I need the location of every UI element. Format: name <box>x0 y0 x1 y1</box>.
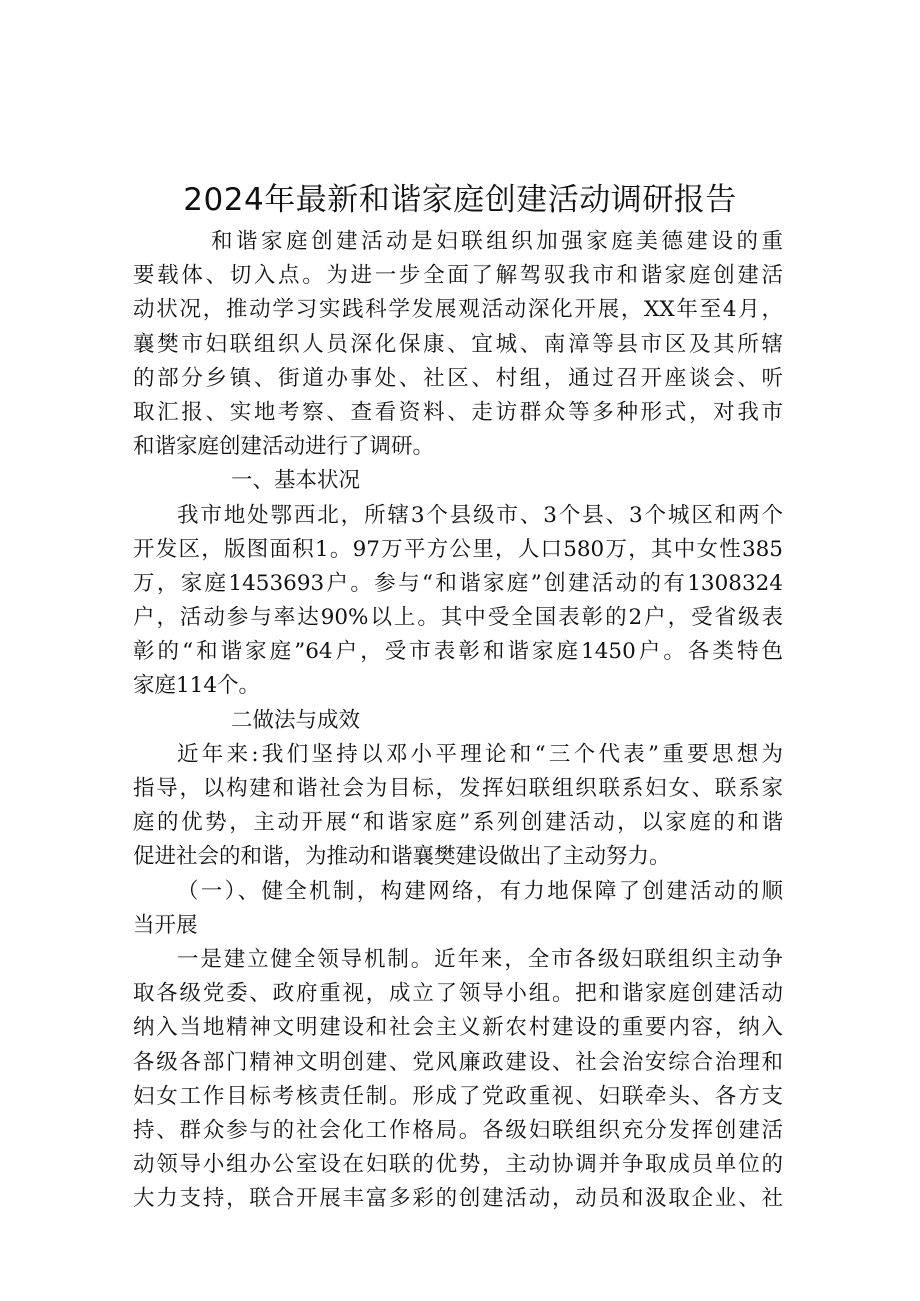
text-line: 开发区，版图面积1。97万平方公里，人口580万，其中女性385 <box>133 536 783 562</box>
text-line: 取各级党委、政府重视，成立了领导小组。把和谐家庭创建活动 <box>133 981 783 1007</box>
document-body <box>133 225 783 1216</box>
paragraph-intro <box>133 225 783 464</box>
text-line: 万，家庭1453693户。参与“和谐家庭”创建活动的有1308324 <box>133 570 783 596</box>
text-line: 户，活动参与率达90%以上。其中受全国表彰的2户，受省级表 <box>133 605 783 631</box>
text-line: 当开展 <box>133 912 198 938</box>
text-line: 家庭114个。 <box>133 673 261 699</box>
paragraph-methods <box>133 738 783 875</box>
text-line: 要载体、切入点。为进一步全面了解驾驭我市和谐家庭创建活 <box>133 263 783 289</box>
text-line: 妇女工作目标考核责任制。形成了党政重视、妇联牵头、各方支 <box>133 1083 783 1109</box>
text-line: 的部分乡镇、街道办事处、社区、村组，通过召开座谈会、听 <box>133 365 783 391</box>
text-line: 和谐家庭创建活动进行了调研。 <box>133 434 435 460</box>
text-line: 纳入当地精神文明建设和社会主义新农村建设的重要内容，纳入 <box>133 1015 783 1041</box>
text-line: 大力支持，联合开展丰富多彩的创建活动，动员和汲取企业、社 <box>133 1186 783 1212</box>
text-line: 和谐家庭创建活动是妇联组织加强家庭美德建设的重 <box>211 229 783 254</box>
text-line: （一）、健全机制，构建网络，有力地保障了创建活动的顺 <box>177 878 783 904</box>
subsection-heading-1 <box>133 875 783 943</box>
heading-text: 二做法与成效 <box>231 707 361 733</box>
text-line: 促进社会的和谐，为推动和谐襄樊建设做出了主动努力。 <box>133 844 671 870</box>
text-line: 各级各部门精神文明创建、党风廉政建设、社会治安综合治理和 <box>133 1049 783 1075</box>
text-line: 近年来:我们坚持以邓小平理论和“三个代表”重要思想为 <box>177 741 783 767</box>
text-line: 指导，以构建和谐社会为目标，发挥妇联组织联系妇女、联系家 <box>133 776 783 801</box>
heading-text: 一、基本状况 <box>231 468 361 494</box>
text-line: 一是建立健全领导机制。近年来，全市各级妇联组织主动争 <box>177 946 783 972</box>
text-line: 襄樊市妇联组织人员深化保康、宜城、南漳等县市区及其所辖 <box>133 331 783 357</box>
text-line: 动领导小组办公室设在妇联的优势，主动协调并争取成员单位的 <box>133 1152 783 1178</box>
text-line: 我市地处鄂西北，所辖3个县级市、3个县、3个城区和两个 <box>177 502 783 528</box>
document-title: 2024年最新和谐家庭创建活动调研报告 <box>183 182 737 218</box>
text-line: 取汇报、实地考察、查看资料、走访群众等多种形式，对我市 <box>133 399 783 425</box>
section-heading-basic-situation <box>133 464 783 498</box>
section-heading-methods <box>133 704 783 738</box>
text-line: 动状况，推动学习实践科学发展观活动深化开展，XX年至4月， <box>133 297 783 323</box>
text-line: 彰的“和谐家庭”64户，受市表彰和谐家庭1450户。各类特色 <box>133 639 783 665</box>
paragraph-basic-situation <box>133 499 783 704</box>
paragraph-leadership <box>133 943 783 1217</box>
text-line: 庭的优势，主动开展“和谐家庭”系列创建活动，以家庭的和谐 <box>133 810 783 836</box>
text-line: 持、群众参与的社会化工作格局。各级妇联组织充分发挥创建活 <box>133 1117 783 1143</box>
